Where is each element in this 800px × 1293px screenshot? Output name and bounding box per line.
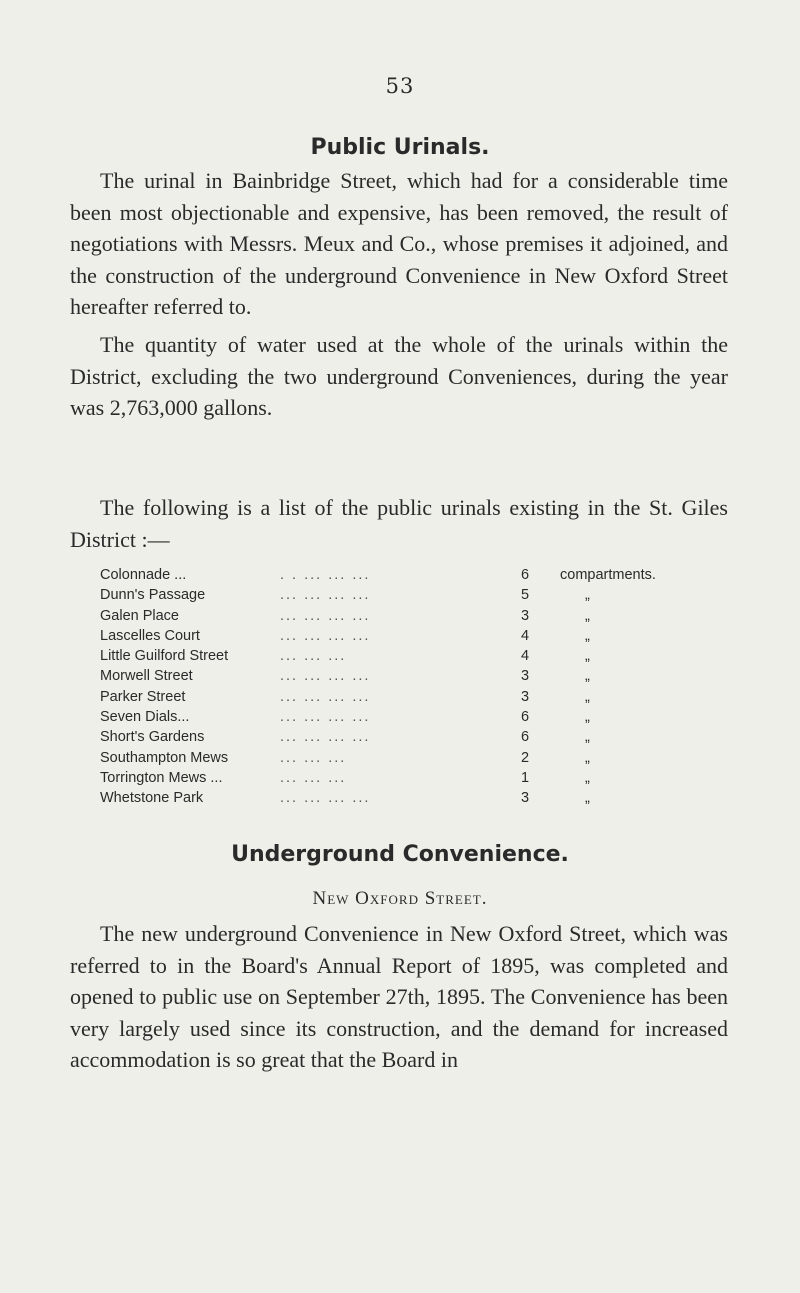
list-item [100,585,740,605]
urinal-name: Southampton Mews [100,749,229,766]
list-item [100,687,740,707]
paragraph: The urinal in Bainbridge Street, which had for a considerable time been most objectionable and expensive, has been removed, the result of negotiations with Messrs. Meux and Co., whose premises it adjoined, and the construction of the underground Convenience in New Oxford Street hereafter referred to. [70,168,728,319]
list-item [100,727,740,747]
paragraph: The following is a list of the public urinals existing in the St. Giles District :— [70,495,728,552]
ditto-mark: „ [585,729,590,746]
ditto-mark: „ [585,769,590,786]
leader-dots: ... ... ... ... [280,709,371,726]
leader-dots: ... ... ... ... [280,668,371,685]
ditto-mark: „ [585,688,590,705]
urinal-count: 6 [520,567,530,583]
urinal-name: Morwell Street [100,668,193,685]
list-item [100,748,740,768]
list-item [100,666,740,686]
section-heading-underground-convenience: Underground Convenience. [231,842,569,867]
urinal-name: Lascelles Court [100,627,200,644]
list-item [100,606,740,626]
urinal-count: 3 [520,790,530,807]
urinal-name: Galen Place [100,607,179,624]
leader-dots: ... ... ... ... [280,729,371,746]
ditto-mark: „ [585,607,590,624]
urinal-count: 4 [520,627,530,644]
urinal-name: Short's Gardens [100,729,205,746]
leader-dots: . . ... ... ... [280,567,371,583]
urinal-count: 3 [520,668,530,685]
urinal-count: 6 [520,709,530,726]
subheading: New Oxford Street. [312,888,488,909]
urinal-name: Seven Dials... [100,709,190,726]
list-item [100,768,740,788]
urinal-unit: compartments. [560,567,656,583]
urinal-count: 2 [520,749,530,766]
urinal-count: 3 [520,607,530,624]
leader-dots: ... ... ... ... [280,688,371,705]
leader-dots: ... ... ... ... [280,607,371,624]
page-number: 53 [385,74,415,98]
urinal-count: 1 [520,769,530,786]
urinal-name: Colonnade ... [100,567,187,583]
urinal-name: Dunn's Passage [100,587,206,604]
list-item [100,646,740,666]
ditto-mark: „ [585,709,590,726]
urinal-name: Parker Street [100,688,186,705]
leader-dots: ... ... ... ... [280,790,371,807]
urinal-count: 3 [520,688,530,705]
leader-dots: ... ... ... [280,749,347,766]
urinal-count: 4 [520,648,530,665]
urinal-name: Little Guilford Street [100,648,229,665]
urinal-list [100,565,740,809]
urinal-name: Whetstone Park [100,790,204,807]
ditto-mark: „ [585,790,590,807]
ditto-mark: „ [585,627,590,644]
urinal-name: Torrington Mews ... [100,769,223,786]
paragraph: The new underground Convenience in New Oxford Street, which was referred to in the Board's Annual Report of 1895, was completed and opened to public use on September 27th, 1895. The Convenience has been very largely used since its construction, and the demand for increased accommodation is so great that the Board in [70,921,728,1072]
leader-dots: ... ... ... [280,769,347,786]
ditto-mark: „ [585,648,590,665]
paragraph: The quantity of water used at the whole of the urinals within the District, excluding the two underground Conveniences, during the year was 2,763,000 gallons. [70,332,728,420]
section-heading-public-urinals: Public Urinals. [310,135,490,160]
list-item [100,626,740,646]
list-item [100,707,740,727]
ditto-mark: „ [585,749,590,766]
ditto-mark: „ [585,587,590,604]
ditto-mark: „ [585,668,590,685]
list-item [100,788,740,808]
leader-dots: ... ... ... [280,648,347,665]
urinal-count: 5 [520,587,530,604]
leader-dots: ... ... ... ... [280,627,371,644]
list-item [100,565,740,585]
urinal-count: 6 [520,729,530,746]
leader-dots: ... ... ... ... [280,587,371,604]
